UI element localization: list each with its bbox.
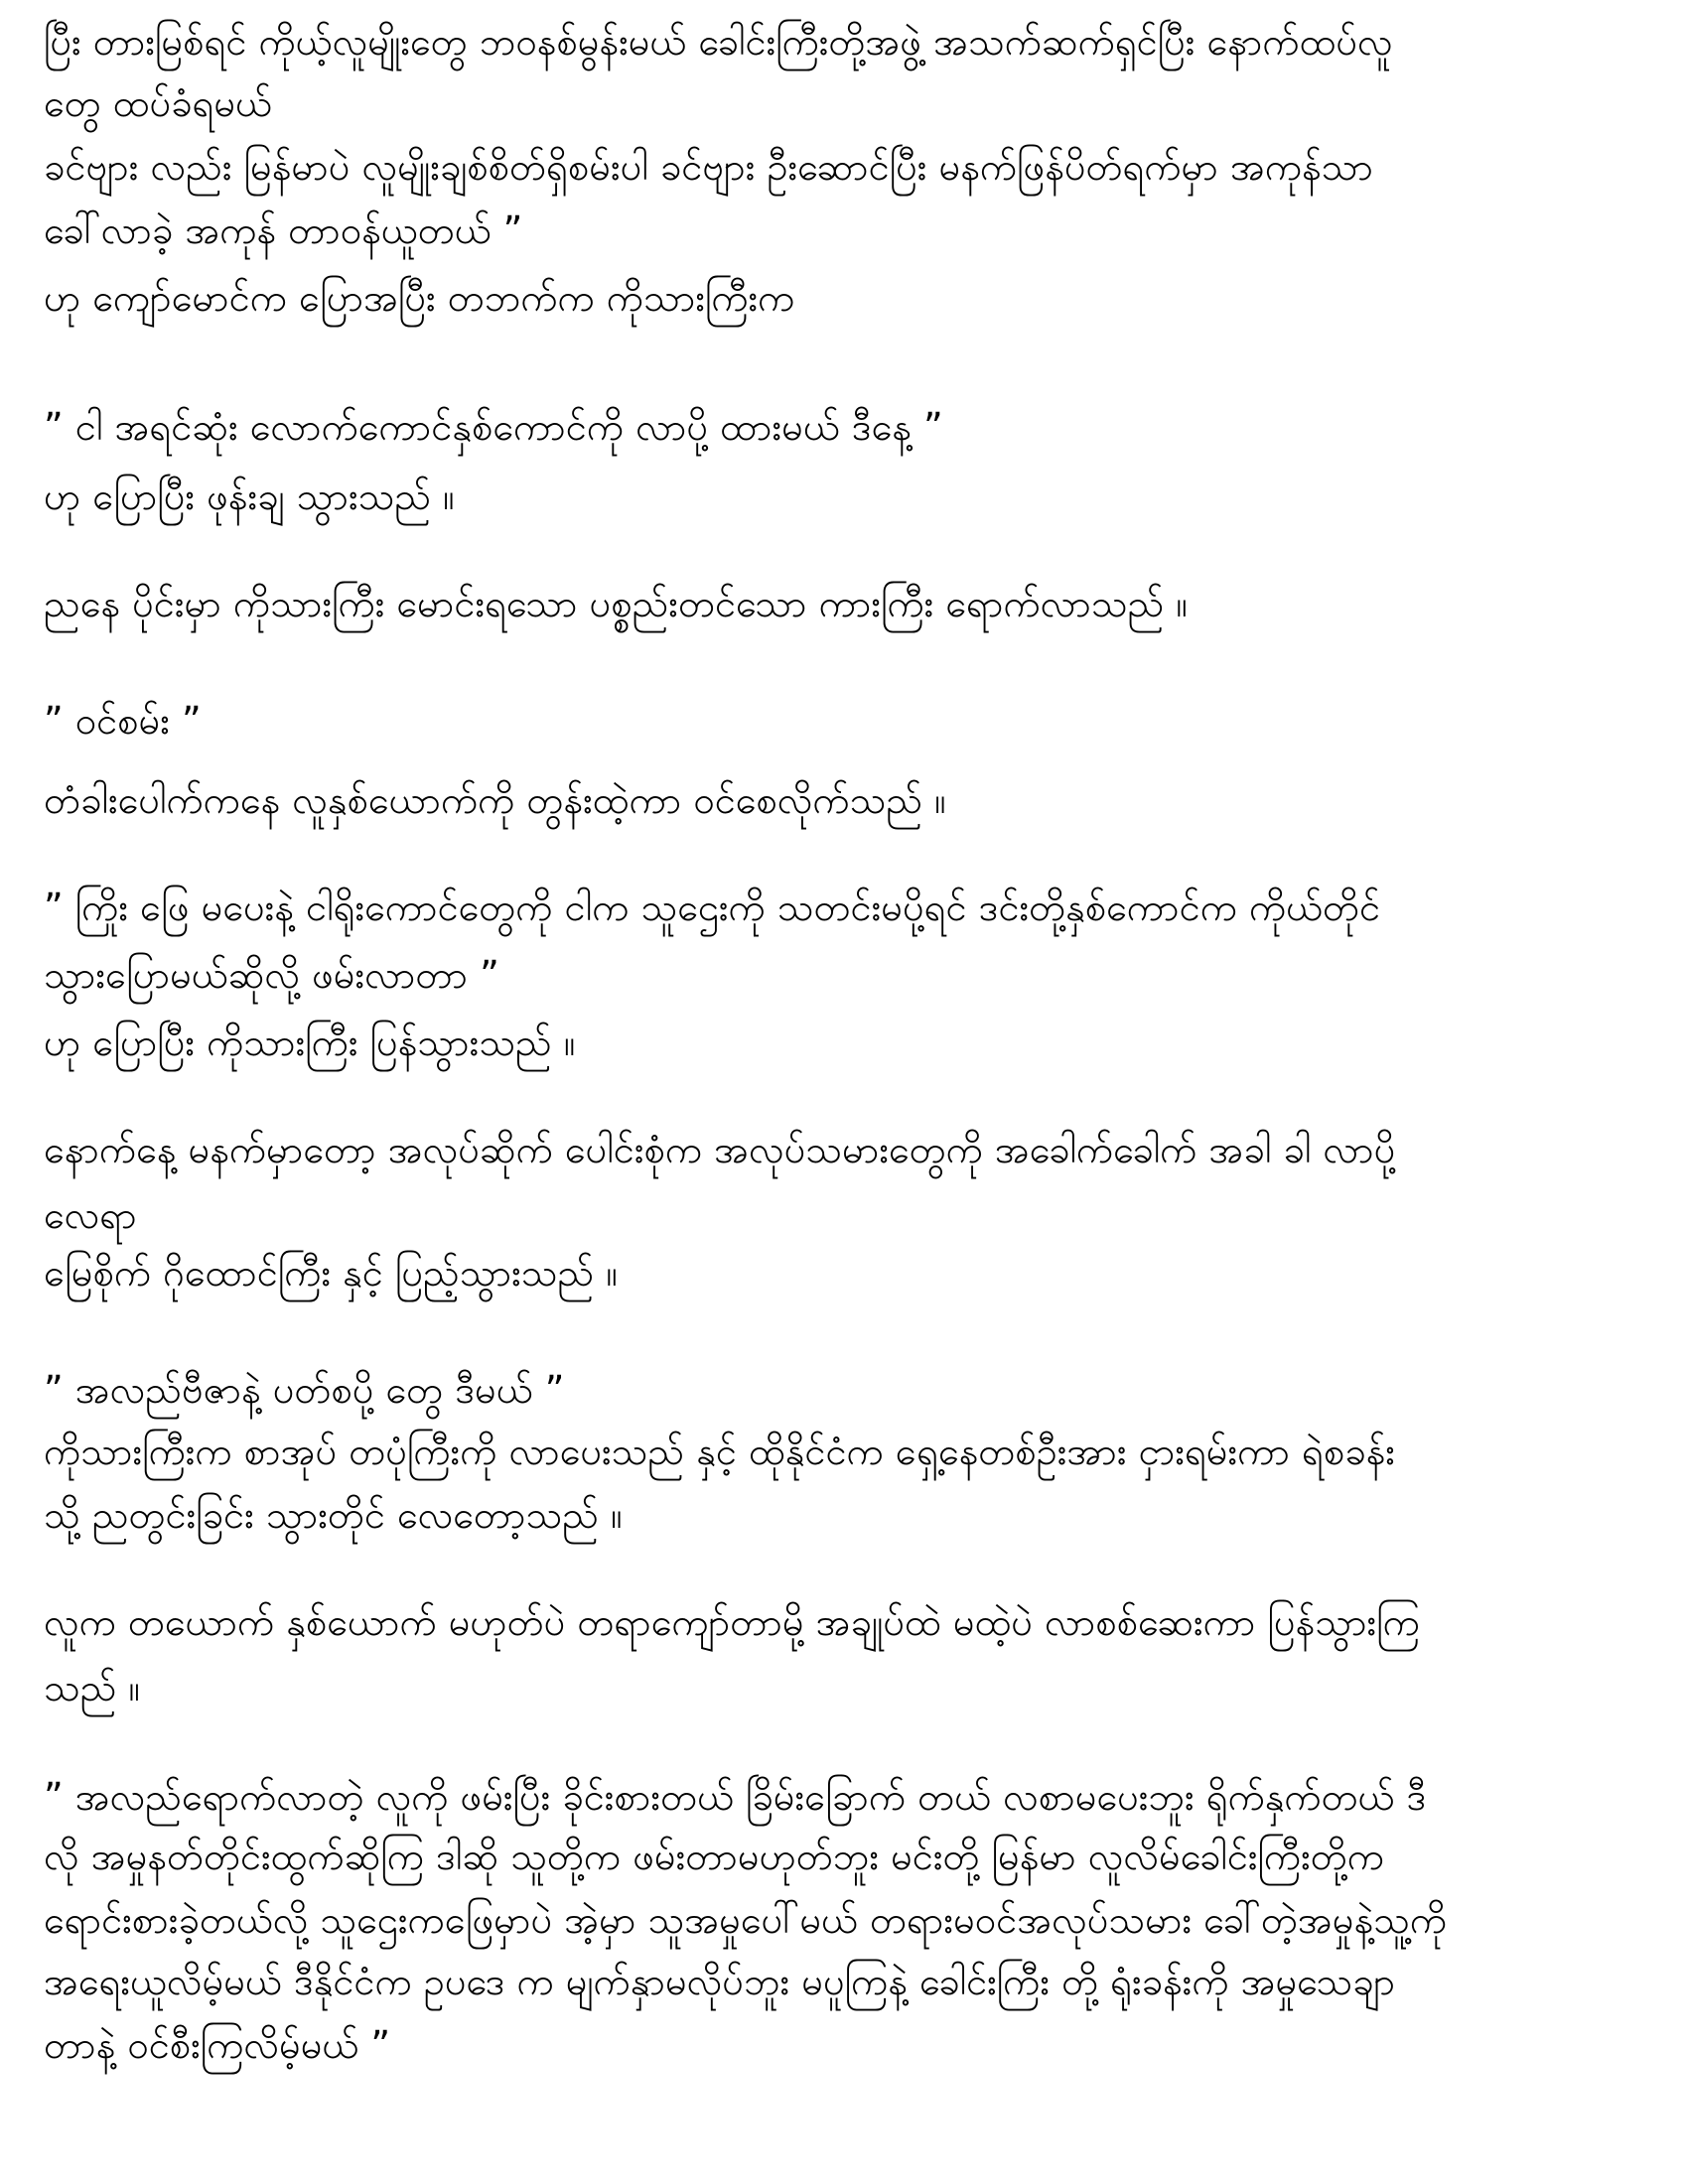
text-line: မြေစိုက် ဂိုထောင်ကြီး နှင့် ပြည့်သွားသည် ။ bbox=[44, 1251, 618, 1295]
text-line: ” ကြိုး ဖြေ မပေးနဲ့ ငါရိုးကောင်တွေကို ငါက သူဌေးကို သတင်းမပို့ရင် ဒင်းတို့နှစ်ကောင်က ကိုယ်တိုင် bbox=[44, 886, 1381, 929]
text-line: ဟု ကျော်မောင်က ပြောအပြီး တဘက်က ကိုသားကြီးက bbox=[44, 276, 795, 320]
text-line: ” အလည်ရောက်လာတဲ့ လူကို ဖမ်းပြီး ခိုင်းစားတယ် ခြိမ်းခြောက် တယ် လစာမပေးဘူး ရိုက်နှက်တယ် ဒီ bbox=[44, 1775, 1427, 1819]
text-line: လေရာ bbox=[44, 1193, 137, 1237]
text-line: သွားပြောမယ်ဆိုလို့ ဖမ်းလာတာ ” bbox=[44, 953, 499, 997]
text-line: တွေ ထပ်ခံရမယ် bbox=[44, 81, 272, 125]
text-line: တံခါးပေါက်ကနေ လူနှစ်ယောက်ကို တွန်းထဲ့ကာ ဝင်စေလိုက်သည် ။ bbox=[44, 778, 946, 822]
text-line: ဟု ပြောပြီး ဖုန်းချ သွားသည် ။ bbox=[44, 475, 455, 518]
text-line: သို့ ညတွင်းခြင်း သွားတိုင် လေတော့သည် ။ bbox=[44, 1493, 623, 1537]
text-line: သည် ။ bbox=[44, 1666, 141, 1709]
text-line: ရောင်းစားခဲ့တယ်လို့ သူဌေးကဖြေမှာပဲ အဲ့မှာ သူအမှုပေါ်မယ် တရားမဝင်အလုပ်သမား ခေါ်တဲ့အမှုနဲ့သူ့ကို bbox=[44, 1898, 1448, 1942]
text-line: အရေးယူလိမ့်မယ် ဒီနိုင်ငံက ဥပဒေ က မျက်နှာမလိုပ်ဘူး မပူကြနဲ့ ခေါင်းကြီး တို့ ရုံးခန်းကို အမှုသေချာ bbox=[44, 1960, 1396, 2003]
text-line: ညနေ ပိုင်းမှာ ကိုသားကြီး မောင်းရသော ပစ္စည်းတင်သော ကားကြီး ရောက်လာသည် ။ bbox=[44, 582, 1188, 625]
text-line: တာနဲ့ ဝင်စီးကြလိမ့်မယ် ” bbox=[44, 2023, 391, 2067]
text-line: ” ငါ အရင်ဆုံး လောက်ကောင်နှစ်ကောင်ကို လာပို့ ထားမယ် ဒီနေ့ ” bbox=[44, 405, 943, 449]
text-line: လို အမှုနတ်တိုင်းထွက်ဆိုကြ ဒါဆို သူတို့က ဖမ်းတာမဟုတ်ဘူး မင်းတို့ မြန်မာ လူလိမ်ခေါင်းကြီးတို့က bbox=[44, 1835, 1384, 1878]
text-line: ခေါ်လာခဲ့ အကုန် တာဝန်ယူတယ် ” bbox=[44, 208, 523, 252]
text-line: ” အလည်ဗီဇာနဲ့ ပတ်စပို့ တွေ ဒီမယ် ” bbox=[44, 1368, 565, 1412]
text-line: ကိုသားကြီးက စာအုပ် တပုံကြီးကို လာပေးသည် နှင့် ထိုနိုင်ငံက ရှေ့နေတစ်ဦးအား ငှားရမ်းကာ ရဲစခန်း bbox=[44, 1430, 1395, 1473]
text-line: နောက်နေ့ မနက်မှာတော့ အလုပ်ဆိုက် ပေါင်းစုံက အလုပ်သမားတွေကို အခေါက်ခေါက် အခါ ခါ လာပို့ bbox=[44, 1128, 1396, 1171]
text-line: ပြီး တားမြစ်ရင် ကိုယ့်လူမျိုးတွေ ဘဝနစ်မွန်းမယ် ခေါင်းကြီးတို့အဖွဲ့ အသက်ဆက်ရှင်ပြီး နောက်ထပ်လူ bbox=[44, 20, 1393, 64]
text-line: ခင်ဗျား လည်း မြန်မာပဲ လူမျိုးချစ်စိတ်ရှိစမ်းပါ ခင်ဗျား ဦးဆောင်ပြီး မနက်ဖြန်ပိတ်ရက်မှာ အကုန်သာ bbox=[44, 145, 1374, 189]
text-line: ” ဝင်စမ်း ” bbox=[44, 699, 202, 743]
text-line: ဟု ပြောပြီး ကိုသားကြီး ပြန်သွားသည် ။ bbox=[44, 1021, 576, 1064]
text-line: လူက တယောက် နှစ်ယောက် မဟုတ်ပဲ တရာကျော်တာမို့ အချုပ်ထဲ မထဲ့ပဲ လာစစ်ဆေးကာ ပြန်သွားကြ bbox=[44, 1600, 1420, 1644]
